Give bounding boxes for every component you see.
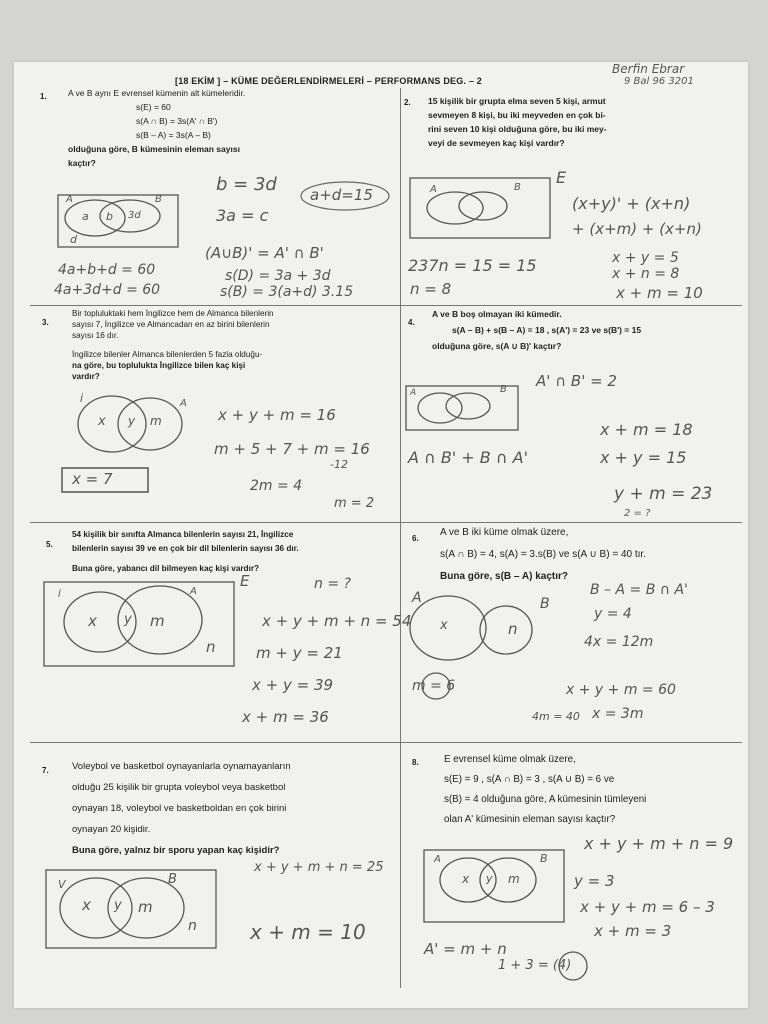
work-line: -12 [330, 458, 348, 471]
question-number: 2. [404, 98, 411, 107]
question-number: 6. [412, 534, 419, 543]
set-label-e: E [556, 168, 567, 187]
set-label-b: B [155, 194, 162, 205]
work-line: x + n = 8 [612, 266, 680, 282]
question-number: 4. [408, 318, 415, 327]
work-line: 4a+3d+d = 60 [54, 282, 161, 298]
question-line: s(B) = 4 olduğuna göre, A kümesinin tümleyeni [444, 794, 647, 805]
work-line: n = ? [314, 576, 351, 592]
work-line: x + y + m + n = 25 [254, 860, 384, 875]
work-line: A' ∩ B' = 2 [536, 372, 617, 390]
question-line: Buna göre, yalnız bir sporu yapan kaç kişidir? [72, 845, 280, 856]
question-line: sayısı 16 dır. [72, 331, 119, 340]
region-label: d [70, 233, 77, 246]
work-line: x + y = 5 [612, 250, 679, 266]
question-line: olduğuna göre, B kümesinin eleman sayısı [68, 144, 240, 154]
question-line: Buna göre, s(B – A) kaçtır? [440, 571, 568, 582]
question-line: s(A ∩ B) = 4, s(A) = 3.s(B) ve s(A ∪ B) = 40 tır. [440, 549, 646, 560]
set-label-i: İ [80, 394, 83, 405]
question-number: 5. [46, 540, 53, 549]
work-line: x + m = 18 [600, 420, 693, 439]
work-line: A' = m + n [424, 940, 507, 958]
question-line: oynayan 18, voleybol ve basketboldan en çok birini [72, 803, 287, 814]
question-line: olduğu 25 kişilik bir grupta voleybol veya basketbol [72, 782, 286, 793]
work-line: x + y = 15 [600, 448, 687, 467]
region-label: x [98, 414, 106, 429]
work-line: b = 3d [216, 174, 277, 195]
region-label: x [88, 612, 97, 630]
work-line: 4m = 40 [532, 710, 580, 723]
region-label: x [82, 896, 91, 914]
work-line: B – A = B ∩ A' [590, 582, 688, 598]
question-line: A ve B boş olmayan iki kümedir. [432, 309, 562, 319]
work-line: 1 + 3 = (4) [498, 958, 572, 973]
question-line: s(B – A) = 3s(A – B) [136, 130, 211, 140]
work-line: A ∩ B' + B ∩ A' [408, 448, 528, 467]
region-label: y [114, 898, 122, 913]
set-label-a: A [434, 854, 441, 865]
student-name: Berfin Ebrar [612, 62, 685, 76]
work-line: x + y + m = 16 [218, 406, 336, 424]
set-label-b: B [540, 596, 550, 612]
work-line: 2m = 4 [250, 478, 303, 494]
question-line: kaçtır? [68, 158, 96, 168]
work-line: x + y + m = 60 [566, 682, 676, 698]
work-line: x + y + m + n = 9 [584, 834, 734, 853]
question-line: s(E) = 9 , s(A ∩ B) = 3 , s(A ∪ B) = 6 ve [444, 774, 615, 785]
set-label-a: A [410, 388, 417, 398]
work-line: n = 8 [410, 280, 452, 298]
region-label: 3d [128, 210, 141, 221]
question-line: s(A – B) + s(B – A) = 18 , s(A') = 23 ve s(B') = 15 [452, 325, 642, 335]
region-label: m [138, 898, 153, 916]
answer-box-3: x = 7 [72, 470, 113, 488]
question-line: sayısı 7, İngilizce ve Almancadan en az birini bilenlerin [72, 320, 270, 329]
work-line: a+d=15 [310, 186, 373, 204]
set-label-v: V [58, 878, 66, 891]
work-line: 4a+b+d = 60 [58, 262, 156, 278]
question-number: 8. [412, 758, 419, 767]
question-line: E evrensel küme olmak üzere, [444, 754, 576, 765]
work-line: m = 2 [334, 496, 375, 511]
question-line: sevmeyen 8 kişi, bu iki meyveden en çok bi- [428, 110, 606, 120]
question-line: A ve B aynı E evrensel kümenin alt kümeleridir. [68, 88, 246, 98]
work-line: 3a = c [216, 206, 269, 225]
work-line: (A∪B)' = A' ∩ B' [205, 244, 324, 262]
region-label: x [440, 618, 448, 633]
work-line: x + m = 3 [594, 922, 672, 940]
question-line: olduğuna göre, s(A ∪ B)' kaçtır? [432, 341, 562, 351]
question-line: s(A ∩ B) = 3s(A' ∩ B') [136, 116, 218, 126]
set-label-b: B [168, 872, 177, 887]
question-number: 1. [40, 92, 47, 101]
set-label-a: A [66, 194, 73, 205]
work-line: y = 4 [594, 606, 632, 622]
question-line: s(E) = 60 [136, 102, 171, 112]
work-line: x + m = 36 [242, 708, 329, 726]
set-label-e: E [240, 572, 250, 590]
set-label-a: A [190, 586, 197, 597]
question-line: Bir topluluktaki hem İngilizce hem de Almanca bilenlerin [72, 309, 274, 318]
region-label: b [106, 210, 113, 223]
work-line: + (x+m) + (x+n) [572, 220, 702, 238]
work-line: y = 3 [574, 872, 615, 890]
work-line: m = 6 [412, 678, 456, 694]
region-label: m [508, 872, 520, 886]
question-line: 54 kişilik bir sınıfta Almanca bilenlerin sayısı 21, İngilizce [72, 530, 294, 539]
set-label-i: İ [58, 590, 61, 600]
region-label: n [508, 620, 518, 638]
set-label-b: B [514, 182, 521, 193]
region-label: y [128, 414, 136, 428]
set-label-a: A [180, 398, 187, 409]
student-class: 9 Bal 96 3201 [624, 76, 694, 87]
region-label: n [188, 918, 197, 934]
region-label: x [462, 872, 470, 886]
set-label-a: A [430, 184, 437, 195]
question-line: rini seven 10 kişi olduğuna göre, bu iki mey- [428, 124, 607, 134]
work-line: x + y + m + n = 54 [262, 612, 412, 630]
work-line: m + 5 + 7 + m = 16 [214, 440, 370, 458]
work-line: m + y = 21 [256, 644, 343, 662]
region-label: m [150, 612, 165, 630]
work-line: x + y = 39 [252, 676, 334, 694]
region-label: a [82, 210, 89, 223]
set-label-b: B [500, 384, 507, 395]
work-line: x + m = 10 [616, 284, 703, 302]
work-line: s(B) = 3(a+d) 3.15 [220, 284, 354, 300]
region-label: y [124, 612, 132, 627]
region-label: y [486, 872, 493, 885]
set-label-a: A [412, 590, 422, 606]
work-line: s(D) = 3a + 3d [225, 268, 331, 284]
question-number: 7. [42, 766, 49, 775]
set-label-b: B [540, 852, 548, 865]
question-line: na göre, bu toplulukta İngilizce bilen kaç kişi [72, 361, 246, 370]
worksheet-title: [18 EKİM ] – KÜME DEĞERLENDİRMELERİ – PERFORMANS DEG. – 2 [175, 76, 482, 86]
work-line: x = 3m [592, 706, 644, 722]
work-line: 4x = 12m [584, 634, 654, 650]
work-line: x + m = 10 [250, 920, 366, 944]
question-line: vardır? [72, 372, 100, 381]
question-line: A ve B iki küme olmak üzere, [440, 527, 569, 538]
question-line: Buna göre, yabancı dil bilmeyen kaç kişi vardır? [72, 564, 260, 573]
question-line: oynayan 20 kişidir. [72, 824, 151, 835]
work-line: 237n = 15 = 15 [408, 256, 537, 275]
work-line: x + y + m = 6 – 3 [580, 898, 715, 916]
question-line: İngilizce bilenler Almanca bilenlerden 5 fazla olduğu- [72, 350, 263, 359]
region-label: m [150, 414, 162, 428]
question-number: 3. [42, 318, 49, 327]
question-line: 15 kişilik bir grupta elma seven 5 kişi, armut [428, 96, 606, 106]
question-line: veyi de sevmeyen kaç kişi vardır? [428, 138, 565, 148]
question-line: Voleybol ve basketbol oynayanlarla oynamayanların [72, 761, 291, 772]
work-line: (x+y)' + (x+n) [572, 194, 691, 213]
region-label: n [206, 638, 216, 656]
question-line: olan A' kümesinin eleman sayısı kaçtır? [444, 814, 616, 825]
question-line: bilenlerin sayısı 39 ve en çok bir dil bilenlerin sayısı 36 dır. [72, 544, 299, 553]
work-line: 2 = ? [624, 508, 651, 519]
work-line: y + m = 23 [614, 484, 713, 504]
